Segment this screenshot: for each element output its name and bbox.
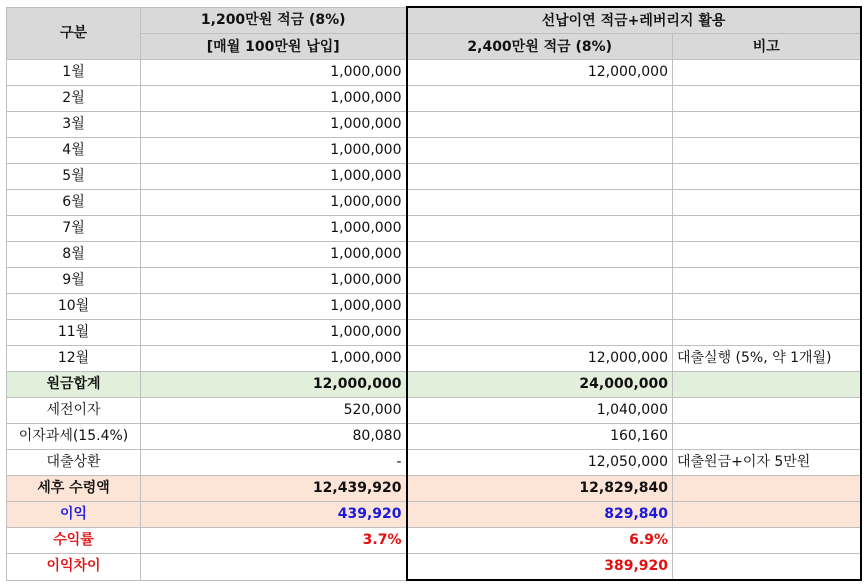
cell-note (673, 138, 861, 164)
table-row (7, 346, 861, 372)
table-row (7, 138, 861, 164)
header-group-title: 선납이연 적금+레버리지 활용 (407, 7, 861, 34)
cell-value: 1,000,000 (141, 346, 407, 372)
row-label: 10월 (7, 294, 141, 320)
row-label: 4월 (7, 138, 141, 164)
cell-value (407, 242, 673, 268)
cell-value: 1,000,000 (141, 216, 407, 242)
cell-note (673, 190, 861, 216)
cell-note (673, 424, 861, 450)
row-label: 원금합계 (7, 372, 141, 398)
cell-value (407, 216, 673, 242)
cell-value: 160,160 (407, 424, 673, 450)
cell-value: 1,000,000 (141, 190, 407, 216)
row-label: 이익 (7, 502, 141, 528)
cell-note (673, 164, 861, 190)
cell-note (673, 86, 861, 112)
cell-value (407, 164, 673, 190)
row-label: 대출상환 (7, 450, 141, 476)
row-label: 세전이자 (7, 398, 141, 424)
cell-note (673, 60, 861, 86)
yield-row (7, 528, 861, 554)
table-row (7, 60, 861, 86)
after-tax-row (7, 476, 861, 502)
cell-value: 12,000,000 (141, 372, 407, 398)
cell-value: 1,000,000 (141, 86, 407, 112)
cell-value: 1,000,000 (141, 60, 407, 86)
cell-value: 439,920 (141, 502, 407, 528)
row-label: 3월 (7, 112, 141, 138)
cell-value: 12,829,840 (407, 476, 673, 502)
table-row (7, 242, 861, 268)
cell-value: 80,080 (141, 424, 407, 450)
cell-note (673, 528, 861, 554)
pretax-interest-row (7, 398, 861, 424)
cell-value (407, 190, 673, 216)
row-label: 12월 (7, 346, 141, 372)
row-label: 2월 (7, 86, 141, 112)
cell-value: 3.7% (141, 528, 407, 554)
cell-value: 12,000,000 (407, 346, 673, 372)
cell-note (673, 112, 861, 138)
loan-repay-row (7, 450, 861, 476)
cell-value: 12,439,920 (141, 476, 407, 502)
profit-row (7, 502, 861, 528)
table-row (7, 294, 861, 320)
cell-value (407, 112, 673, 138)
cell-value: 12,050,000 (407, 450, 673, 476)
cell-note: 대출실행 (5%, 약 1개월) (673, 346, 861, 372)
cell-value (407, 294, 673, 320)
cell-value: 829,840 (407, 502, 673, 528)
row-label: 세후 수령액 (7, 476, 141, 502)
cell-note (673, 216, 861, 242)
cell-value (407, 86, 673, 112)
table-row (7, 268, 861, 294)
header-col3: 비고 (673, 34, 861, 60)
cell-note (673, 502, 861, 528)
cell-value: 1,000,000 (141, 242, 407, 268)
table-row (7, 190, 861, 216)
table-row (7, 216, 861, 242)
cell-note: 대출원금+이자 5만원 (673, 450, 861, 476)
cell-note (673, 268, 861, 294)
cell-note (673, 320, 861, 346)
cell-note (673, 242, 861, 268)
row-label: 7월 (7, 216, 141, 242)
row-label: 9월 (7, 268, 141, 294)
row-label: 이자과세(15.4%) (7, 424, 141, 450)
row-label: 5월 (7, 164, 141, 190)
header-col1-line1: 1,200만원 적금 (8%) (141, 7, 407, 34)
cell-value: 24,000,000 (407, 372, 673, 398)
row-label: 수익률 (7, 528, 141, 554)
row-label: 6월 (7, 190, 141, 216)
header-col1-line2: [매월 100만원 납입] (141, 34, 407, 60)
header-category: 구분 (7, 7, 141, 60)
cell-value (141, 554, 407, 581)
cell-note (673, 554, 861, 581)
table-row (7, 164, 861, 190)
cell-value: 1,000,000 (141, 320, 407, 346)
savings-comparison-table (6, 6, 862, 581)
interest-tax-row (7, 424, 861, 450)
cell-note (673, 476, 861, 502)
row-label: 1월 (7, 60, 141, 86)
cell-note (673, 372, 861, 398)
cell-value: 1,000,000 (141, 112, 407, 138)
cell-value: 1,000,000 (141, 294, 407, 320)
row-label: 8월 (7, 242, 141, 268)
profit-diff-row (7, 554, 861, 581)
cell-value (407, 320, 673, 346)
cell-value: 1,040,000 (407, 398, 673, 424)
table-row (7, 86, 861, 112)
cell-value (407, 268, 673, 294)
cell-value: 389,920 (407, 554, 673, 581)
cell-note (673, 398, 861, 424)
cell-value: - (141, 450, 407, 476)
cell-value: 1,000,000 (141, 138, 407, 164)
cell-value (407, 138, 673, 164)
cell-value: 1,000,000 (141, 164, 407, 190)
principal-total-row (7, 372, 861, 398)
cell-value: 6.9% (407, 528, 673, 554)
row-label: 이익차이 (7, 554, 141, 581)
cell-value: 12,000,000 (407, 60, 673, 86)
cell-value: 520,000 (141, 398, 407, 424)
cell-value: 1,000,000 (141, 268, 407, 294)
cell-note (673, 294, 861, 320)
table-row (7, 320, 861, 346)
row-label: 11월 (7, 320, 141, 346)
header-col2: 2,400만원 적금 (8%) (407, 34, 673, 60)
table-row (7, 112, 861, 138)
